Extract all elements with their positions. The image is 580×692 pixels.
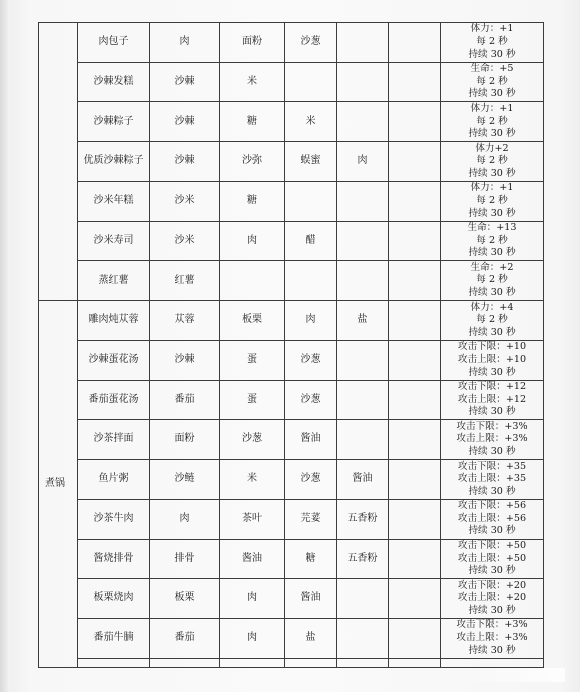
table-row — [39, 102, 544, 142]
ingredient-cell — [337, 102, 389, 142]
recipe-table-body — [39, 23, 544, 668]
effect-line: 攻击上限：+50 — [457, 552, 527, 564]
ingredient-cell — [337, 23, 389, 63]
ingredient-cell: 沙葱 — [220, 420, 285, 460]
effect-line: 攻击上限：+10 — [457, 353, 527, 365]
table-row — [39, 619, 544, 659]
dish-name-cell: 鱼片粥 — [78, 460, 150, 500]
effect-cell — [441, 539, 544, 579]
dish-name-cell: 沙米年糕 — [78, 181, 150, 221]
ingredient-cell: 芫荽 — [285, 499, 337, 539]
ingredient-cell: 糖 — [220, 102, 285, 142]
ingredient-cell: 沙葱 — [285, 23, 337, 63]
effect-line: 持续 30 秒 — [468, 446, 516, 457]
effect-line: 攻击下限：+12 — [457, 381, 527, 393]
dish-name-cell: 雕肉炖苁蓉 — [78, 301, 150, 341]
table-row — [39, 181, 544, 221]
table-row — [39, 499, 544, 539]
ingredient-cell: 肉 — [220, 579, 285, 619]
dish-name-cell: 番茄牛腩 — [78, 619, 150, 659]
category-cell: 煮锅 — [39, 301, 78, 668]
effect-line: 每 2 秒 — [476, 274, 508, 286]
table-row — [39, 23, 544, 63]
dish-name-cell: 肉包子 — [78, 23, 150, 63]
effect-cell — [441, 23, 544, 63]
ingredient-cell — [389, 340, 441, 380]
effect-line: 持续 30 秒 — [468, 287, 516, 299]
effect-line: 每 2 秒 — [476, 115, 508, 127]
ingredient-cell: 酱油 — [285, 579, 337, 619]
effect-cell — [441, 142, 544, 182]
ingredient-cell: 板栗 — [150, 579, 220, 619]
ingredient-cell: 面粉 — [150, 420, 220, 460]
table-row — [39, 380, 544, 420]
ingredient-cell — [389, 102, 441, 142]
effect-cell — [441, 460, 544, 500]
effect-line: 持续 30 秒 — [468, 48, 516, 60]
ingredient-cell: 米 — [220, 460, 285, 500]
effect-line: 持续 30 秒 — [468, 366, 516, 378]
ingredient-cell: 米 — [285, 102, 337, 142]
table-row — [39, 460, 544, 500]
ingredient-cell: 沙葱 — [285, 340, 337, 380]
effect-line: 攻击上限：+12 — [457, 393, 527, 405]
effect-cell — [441, 181, 544, 221]
effect-line: 攻击上限：+3% — [456, 632, 528, 644]
effect-line: 攻击下限：+3% — [456, 420, 528, 432]
ingredient-cell — [285, 62, 337, 102]
effect-line: 攻击上限：+35 — [457, 473, 527, 485]
ingredient-cell: 沙棘 — [150, 62, 220, 102]
table-row — [39, 340, 544, 380]
empty-cell — [337, 658, 389, 667]
ingredient-cell — [337, 579, 389, 619]
ingredient-cell: 肉 — [220, 619, 285, 659]
ingredient-cell: 番茄 — [150, 619, 220, 659]
table-row — [39, 420, 544, 460]
ingredient-cell: 酱油 — [337, 460, 389, 500]
ingredient-cell: 米 — [220, 62, 285, 102]
ingredient-cell — [220, 261, 285, 301]
ingredient-cell: 苁蓉 — [150, 301, 220, 341]
ingredient-cell: 肉 — [150, 499, 220, 539]
empty-cell — [78, 658, 150, 667]
ingredient-cell — [389, 221, 441, 261]
ingredient-cell: 沙米 — [150, 181, 220, 221]
ingredient-cell: 蜈蜜 — [285, 142, 337, 182]
effect-cell — [441, 380, 544, 420]
ingredient-cell — [389, 539, 441, 579]
effect-line: 每 2 秒 — [476, 36, 508, 48]
dish-name-cell: 沙茶拌面 — [78, 420, 150, 460]
ingredient-cell: 肉 — [285, 301, 337, 341]
effect-line: 持续 30 秒 — [468, 525, 516, 537]
empty-cell — [389, 658, 441, 667]
dish-name-cell: 沙茶牛肉 — [78, 499, 150, 539]
ingredient-cell: 沙棘 — [150, 142, 220, 182]
dish-name-cell: 蒸红薯 — [78, 261, 150, 301]
ingredient-cell — [389, 380, 441, 420]
ingredient-cell — [337, 62, 389, 102]
dish-name-cell: 番茄蛋花汤 — [78, 380, 150, 420]
effect-line: 体力：+1 — [470, 182, 514, 194]
effect-line: 体力：+4 — [470, 301, 514, 313]
ingredient-cell: 糖 — [220, 181, 285, 221]
table-row — [39, 62, 544, 102]
ingredient-cell: 五香粉 — [337, 499, 389, 539]
ingredient-cell: 沙葱 — [285, 380, 337, 420]
ingredient-cell — [337, 221, 389, 261]
effect-line: 每 2 秒 — [476, 155, 508, 167]
effect-line: 持续 30 秒 — [468, 128, 516, 140]
ingredient-cell — [389, 23, 441, 63]
effect-line: 攻击上限：+56 — [457, 512, 527, 524]
ingredient-cell — [389, 261, 441, 301]
ingredient-cell: 肉 — [220, 221, 285, 261]
empty-cell — [285, 658, 337, 667]
ingredient-cell: 板栗 — [220, 301, 285, 341]
table-row — [39, 221, 544, 261]
effect-line: 攻击下限：+20 — [457, 579, 527, 591]
ingredient-cell — [337, 619, 389, 659]
ingredient-cell — [389, 181, 441, 221]
ingredient-cell — [389, 142, 441, 182]
dish-name-cell: 沙棘蛋花汤 — [78, 340, 150, 380]
ingredient-cell: 蛋 — [220, 340, 285, 380]
ingredient-cell: 肉 — [150, 23, 220, 63]
effect-line: 生命：+2 — [470, 261, 514, 273]
effect-cell — [441, 62, 544, 102]
ingredient-cell — [285, 181, 337, 221]
ingredient-cell — [337, 181, 389, 221]
ingredient-cell: 沙弥 — [220, 142, 285, 182]
ingredient-cell: 酱油 — [285, 420, 337, 460]
ingredient-cell: 蛋 — [220, 380, 285, 420]
effect-line: 持续 30 秒 — [468, 485, 516, 497]
ingredient-cell: 沙棘 — [150, 102, 220, 142]
effect-line: 持续 30 秒 — [468, 167, 516, 179]
table-row — [39, 301, 544, 341]
dish-name-cell: 板栗烧肉 — [78, 579, 150, 619]
ingredient-cell: 番茄 — [150, 380, 220, 420]
effect-line: 持续 30 秒 — [468, 207, 516, 219]
ingredient-cell: 盐 — [285, 619, 337, 659]
effect-line: 攻击下限：+3% — [456, 619, 528, 631]
effect-line: 每 2 秒 — [476, 75, 508, 87]
effect-cell — [441, 261, 544, 301]
empty-cell — [220, 658, 285, 667]
effect-line: 攻击上限：+20 — [457, 592, 527, 604]
effect-cell — [441, 579, 544, 619]
ingredient-cell — [389, 460, 441, 500]
ingredient-cell: 排骨 — [150, 539, 220, 579]
effect-cell — [441, 499, 544, 539]
effect-line: 持续 30 秒 — [468, 88, 516, 100]
effect-line: 攻击下限：+50 — [457, 540, 527, 552]
ingredient-cell: 茶叶 — [220, 499, 285, 539]
dish-name-cell: 沙棘发糕 — [78, 62, 150, 102]
effect-line: 持续 30 秒 — [468, 247, 516, 259]
table-row — [39, 539, 544, 579]
ingredient-cell: 面粉 — [220, 23, 285, 63]
effect-line: 体力：+1 — [470, 102, 514, 114]
effect-line: 持续 30 秒 — [468, 326, 516, 338]
ingredient-cell — [337, 340, 389, 380]
effect-line: 持续 30 秒 — [468, 604, 516, 616]
table-row — [39, 261, 544, 301]
category-cell — [39, 23, 78, 301]
watermark — [455, 668, 565, 682]
ingredient-cell — [337, 420, 389, 460]
empty-cell — [150, 658, 220, 667]
dish-name-cell: 优质沙棘粽子 — [78, 142, 150, 182]
table-row — [39, 142, 544, 182]
effect-line: 攻击下限：+35 — [457, 460, 527, 472]
effect-line: 每 2 秒 — [476, 314, 508, 326]
ingredient-cell: 盐 — [337, 301, 389, 341]
effect-line: 攻击下限：+10 — [457, 341, 527, 353]
effect-line: 持续 30 秒 — [468, 644, 516, 656]
dish-name-cell: 酱烧排骨 — [78, 539, 150, 579]
ingredient-cell — [389, 579, 441, 619]
ingredient-cell — [389, 420, 441, 460]
ingredient-cell — [337, 380, 389, 420]
effect-line: 持续 30 秒 — [468, 565, 516, 577]
effect-line: 体力+2 — [475, 142, 509, 154]
ingredient-cell: 五香粉 — [337, 539, 389, 579]
recipe-table — [38, 22, 544, 668]
ingredient-cell: 沙米 — [150, 221, 220, 261]
ingredient-cell: 沙鲢 — [150, 460, 220, 500]
effect-line: 每 2 秒 — [476, 234, 508, 246]
page-edge-shadow — [0, 0, 10, 692]
dish-name-cell: 沙棘粽子 — [78, 102, 150, 142]
ingredient-cell: 酱油 — [220, 539, 285, 579]
empty-cell — [441, 658, 544, 667]
ingredient-cell: 沙葱 — [285, 460, 337, 500]
effect-line: 生命：+13 — [467, 222, 517, 234]
ingredient-cell: 沙棘 — [150, 340, 220, 380]
effect-line: 体力：+1 — [470, 23, 514, 35]
dish-name-cell: 沙米寿司 — [78, 221, 150, 261]
effect-cell — [441, 301, 544, 341]
effect-line: 攻击下限：+56 — [457, 500, 527, 512]
ingredient-cell — [389, 301, 441, 341]
effect-cell — [441, 221, 544, 261]
ingredient-cell — [389, 62, 441, 102]
effect-line: 每 2 秒 — [476, 195, 508, 206]
ingredient-cell — [389, 619, 441, 659]
ingredient-cell: 肉 — [337, 142, 389, 182]
effect-cell — [441, 420, 544, 460]
table-row — [39, 579, 544, 619]
table-row-partial — [39, 658, 544, 667]
effect-line: 生命：+5 — [470, 63, 514, 75]
ingredient-cell: 糖 — [285, 539, 337, 579]
effect-line: 攻击上限：+3% — [456, 433, 528, 445]
ingredient-cell — [389, 499, 441, 539]
effect-cell — [441, 102, 544, 142]
ingredient-cell: 醋 — [285, 221, 337, 261]
effect-cell — [441, 340, 544, 380]
ingredient-cell — [285, 261, 337, 301]
ingredient-cell — [337, 261, 389, 301]
ingredient-cell: 红薯 — [150, 261, 220, 301]
effect-cell — [441, 619, 544, 659]
effect-line: 持续 30 秒 — [468, 406, 516, 418]
